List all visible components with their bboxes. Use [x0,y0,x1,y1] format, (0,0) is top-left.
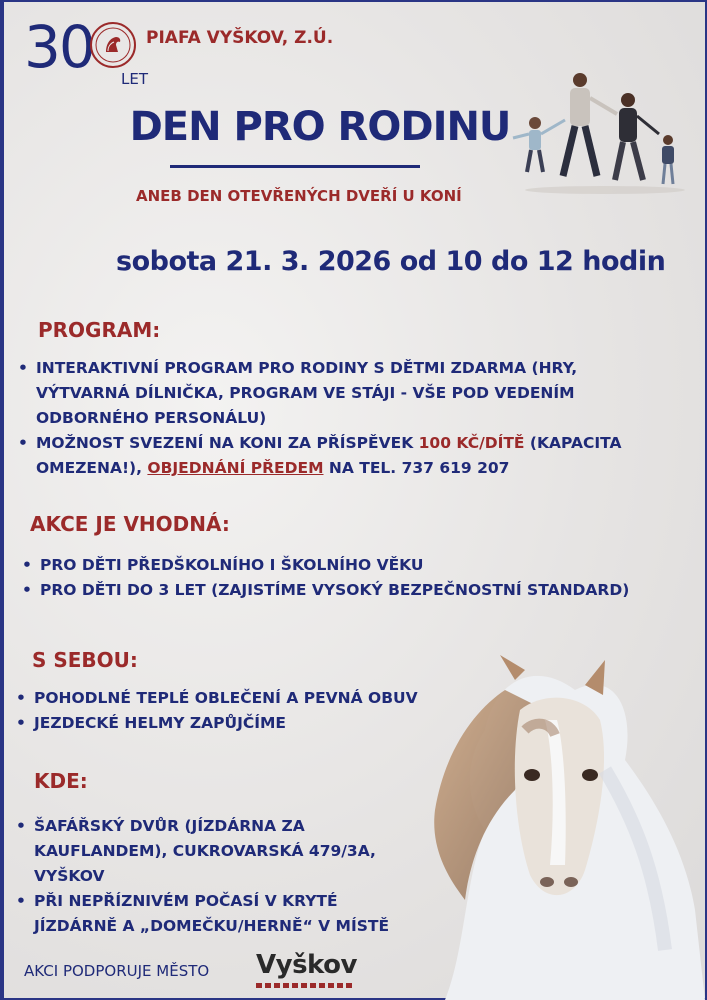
suitable-item-text: PRO DĚTI PŘEDŠKOLNÍHO I ŠKOLNÍHO VĚKU [40,556,424,574]
list-item [14,889,414,939]
subtitle: ANEB DEN OTEVŘENÝCH DVEŘÍ U KONÍ [136,187,462,205]
booking-link[interactable]: OBJEDNÁNÍ PŘEDEM [147,459,324,477]
program-item-text: (KAPACITA OMEZENA!), [36,434,622,477]
family-illustration [505,68,695,198]
bring-heading: S SEBOU: [32,648,138,672]
where-list [14,814,414,939]
city-logo: Vyškov [256,950,357,980]
phone-text: NA TEL. 737 619 207 [323,459,510,477]
list-item [20,553,680,578]
where-heading: KDE: [34,769,88,793]
list-item [20,578,680,603]
program-heading: PROGRAM: [38,318,161,342]
suitable-heading: AKCE JE VHODNÁ: [30,512,230,536]
price-highlight: 100 KČ/DÍTĚ [418,434,525,452]
suitable-list [20,553,680,603]
list-item [16,356,656,431]
event-date: sobota 21. 3. 2026 od 10 do 12 hodin [116,246,666,277]
bring-item-text: JEZDECKÉ HELMY ZAPŮJČÍME [34,714,287,732]
list-item [14,686,474,711]
anniversary-logo [18,12,168,88]
city-logo-stripes [256,983,352,988]
bring-list [14,686,474,736]
list-item [16,431,656,481]
where-item-text: ŠAFÁŘSKÝ DVŮR (JÍZDÁRNA ZA KAUFLANDEM), CUKROVARSKÁ 479/3A, VYŠKOV [34,817,376,885]
list-item [14,814,414,889]
horse-illustration [425,650,705,1000]
logo-number: 30 [24,13,94,81]
list-item [14,711,474,736]
where-item-text: PŘI NEPŘÍZNIVÉM POČASÍ V KRYTÉ JÍZDÁRNĚ A „DOMEČKU/HERNĚ“ V MÍSTĚ [34,892,390,935]
horse-emblem-icon [90,22,136,68]
page-title: DEN PRO RODINU [129,104,511,150]
suitable-item-text: PRO DĚTI DO 3 LET (ZAJISTÍME VYSOKÝ BEZPEČNOSTNÍ STANDARD) [40,581,630,599]
title-underline [170,165,420,168]
sponsor-text: AKCI PODPORUJE MĚSTO [24,962,210,980]
program-item-text: MOŽNOST SVEZENÍ NA KONI ZA PŘÍSPĚVEK [36,434,419,452]
program-item-text: INTERAKTIVNÍ PROGRAM PRO RODINY S DĚTMI ZDARMA (HRY, VÝTVARNÁ DÍLNIČKA, PROGRAM VE STÁJI - VŠE POD VEDENÍM ODBORNÉHO PERSONÁLU) [36,359,578,427]
bring-item-text: POHODLNÉ TEPLÉ OBLEČENÍ A PEVNÁ OBUV [34,689,418,707]
org-name: PIAFA VYŠKOV, Z.Ú. [146,28,334,48]
logo-let-label: LET [121,70,148,88]
program-list [16,356,656,481]
